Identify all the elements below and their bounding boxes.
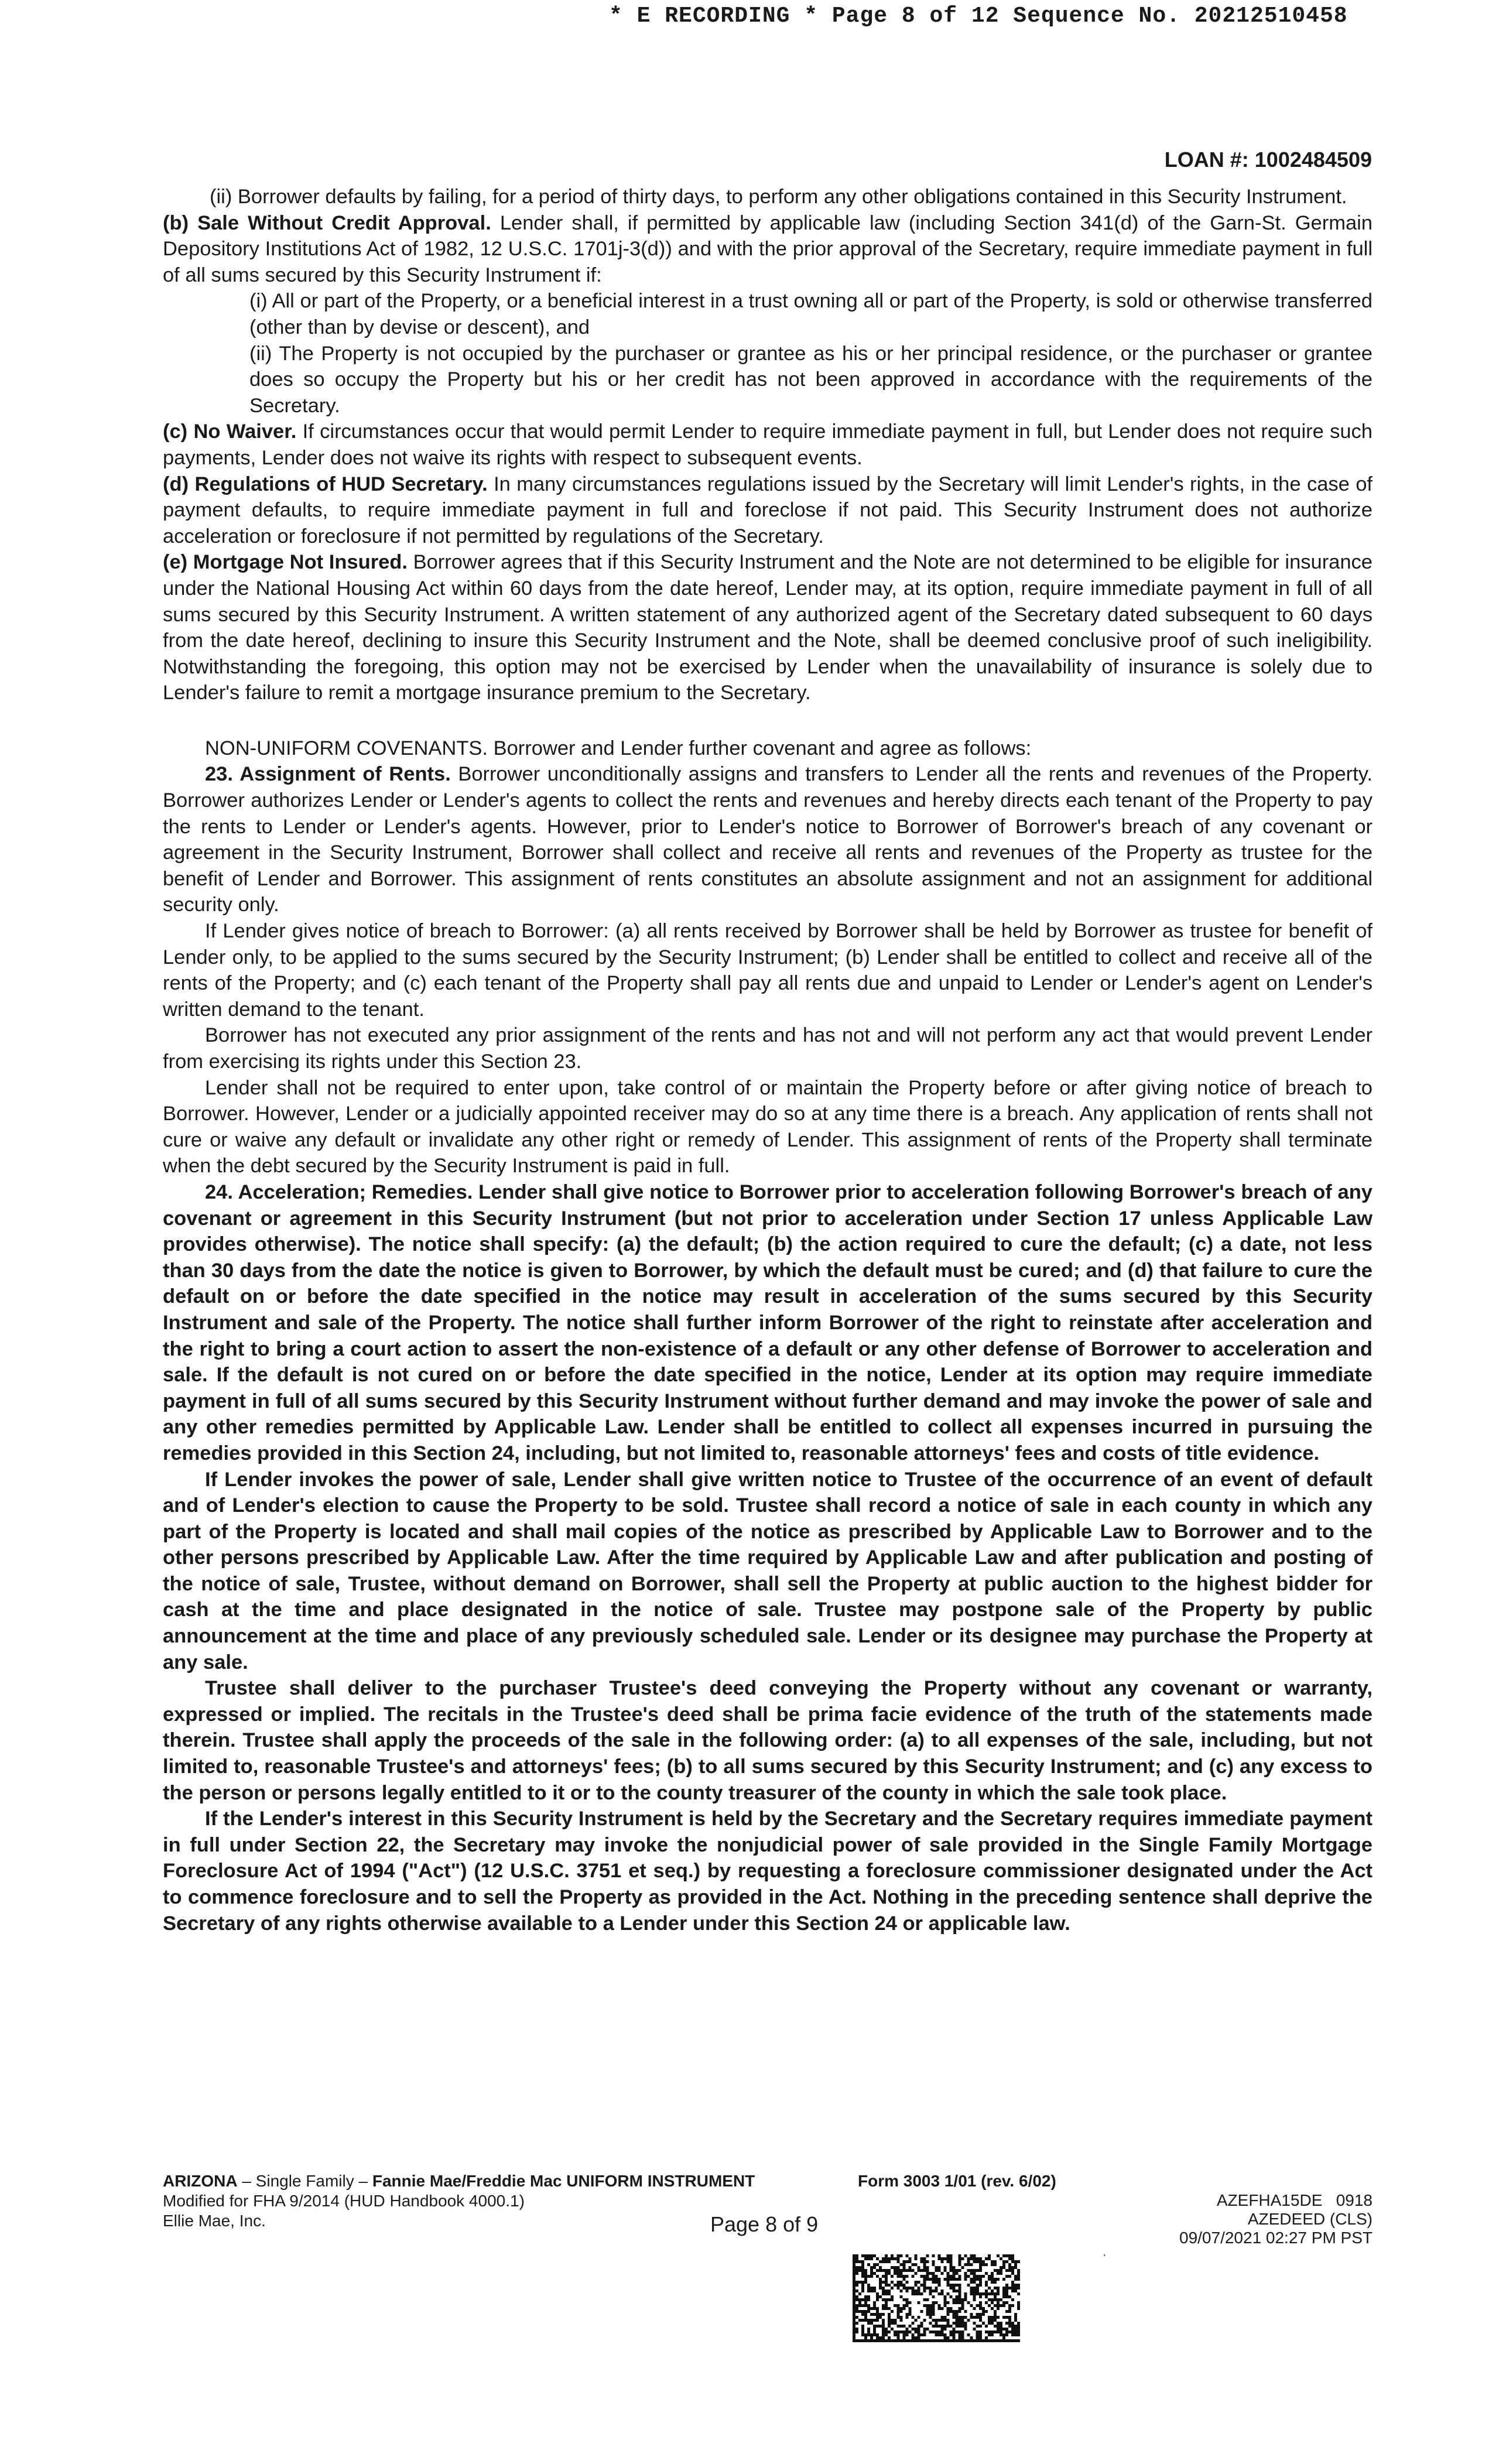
recording-stamp: * E RECORDING * Page 8 of 12 Sequence No. 20212510458: [609, 4, 1348, 29]
footer-code-1: AZEFHA15DE 0918: [1216, 2191, 1373, 2209]
barcode-2d: [853, 2254, 1020, 2342]
paragraph-ii-not-occupied: (ii) The Property is not occupied by the purchaser or grantee as his or her principal residence, or the purchaser or grantee does so occupy the Property but his or her credit has not been approved in accordance with the requirements of the Secretary.: [249, 342, 1373, 417]
paragraph-secretary-foreclosure: If the Lender's interest in this Security Instrument is held by the Secretary and the Secretary requires immediate payment in full under Section 22, the Secretary may invoke the nonjudicial power of sale provided in the Single Family Mortgage Foreclosure Act of 1994 ("Act") (12 U.S.C. 3751 et seq.) by requesting a foreclosure commissioner designated under the Act to commence foreclosure and to sell the Property as provided in the Act. Nothing in the preceding sentence shall deprive the Secretary of any rights otherwise available to a Lender under this Section 24 or applicable law.: [163, 1808, 1373, 1935]
paragraph-b-sale-without-credit: [163, 210, 1373, 289]
footer-instrument: Fannie Mae/Freddie Mac UNIFORM INSTRUMENT: [372, 2172, 755, 2190]
footer-datetime: 09/07/2021 02:27 PM PST: [1179, 2229, 1373, 2247]
footer-form-info: [163, 2171, 755, 2231]
paragraph-prior-assignment: Borrower has not executed any prior assignment of the rents and has not and will not perform any act that would prevent Lender from exercising its rights under this Section 23.: [163, 1024, 1373, 1073]
footer-company: Ellie Mae, Inc.: [163, 2212, 266, 2230]
text-hud-regulations: In many circumstances regulations issued by the Secretary will limit Lender's rights, in the case of payment defaults, to require immediate payment in full and foreclose if not paid. This Security Instrument does not authorize acceleration or foreclosure if not permitted by regulations of the Secretary.: [163, 473, 1373, 547]
paragraph-trustee-deed: Trustee shall deliver to the purchaser Trustee's deed conveying the Property without any covenant or warranty, expressed or implied. The recitals in the Trustee's deed shall be prima facie evidence of the truth of the statements made therein. Trustee shall apply the proceeds of the sale in the following order: (a) to all expenses of the sale, including, but not limited to, reasonable Trustee's and attorneys' fees; (b) to all sums secured by this Security Instrument; and (c) any excess to the person or persons legally entitled to it or to the county treasurer of the county in which the sale took place.: [163, 1677, 1373, 1804]
footer-form-number: Form 3003 1/01 (rev. 6/02): [858, 2172, 1056, 2190]
paragraph-e-mortgage-not-insured: [163, 549, 1373, 706]
paragraph-non-uniform-covenants: NON-UNIFORM COVENANTS. Borrower and Lender further covenant and agree as follows:: [205, 737, 1032, 759]
loan-number: LOAN #: 1002484509: [1164, 148, 1372, 172]
paragraph-c-no-waiver: [163, 419, 1373, 471]
footer-page-number: Page 8 of 9: [710, 2212, 819, 2236]
paragraph-notice-of-breach: If Lender gives notice of breach to Borrower: (a) all rents received by Borrower shall be held by Borrower as trustee for benefit of Lender only, to be applied to the sums secured by the Security Instrument; (b) Lender shall be entitled to collect and receive all of the rents of the Property; and (c) each tenant of the Property shall pay all rents due and unpaid to Lender or Lender's agent on Lender's written demand to the tenant.: [163, 920, 1373, 1021]
paragraph-lender-control: Lender shall not be required to enter upon, take control of or maintain the Property before or after giving notice of breach to Borrower. However, Lender or a judicially appointed receiver may do so at any time there is a breach. Any application of rents shall not cure or waive any default or invalidate any other right or remedy of Lender. This assignment of rents of the Property shall terminate when the debt secured by the Security Instrument is paid in full.: [163, 1076, 1373, 1178]
paragraph-24-acceleration-remedies: 24. Acceleration; Remedies. Lender shall give notice to Borrower prior to acceleration following Borrower's breach of any covenant or agreement in this Security Instrument (but not prior to acceleration under Section 17 unless Applicable Law provides otherwise). The notice shall specify: (a) the default; (b) the action required to cure the default; (c) a date, not less than 30 days from the date the notice is given to Borrower, by which the default must be cured; and (d) that failure to cure the default on or before the date specified in the notice may result in acceleration of the sums secured by this Security Instrument and sale of the Property. The notice shall further inform Borrower of the right to reinstate after acceleration and the right to bring a court action to assert the non-existence of a default or any other defense of Borrower to acceleration and sale. If the default is not cured on or before the date specified in the notice, Lender at its option may require immediate payment in full of all sums secured by this Security Instrument without further demand and may invoke the power of sale and any other remedies permitted by Applicable Law. Lender shall be entitled to collect all expenses incurred in pursuing the remedies provided in this Section 24, including, but not limited to, reasonable attorneys' fees and costs of title evidence.: [163, 1180, 1373, 1464]
text-assignment-of-rents: Borrower unconditionally assigns and transfers to Lender all the rents and revenues of the Property. Borrower authorizes Lender or Lender's agents to collect the rents and revenues and hereby directs each tenant of the Property to pay the rents to Lender or Lender's agents. However, prior to Lender's notice to Borrower of Borrower's breach of any covenant or agreement in the Security Instrument, Borrower shall collect and receive all rents and revenues of the Property as trustee for the benefit of Lender and Borrower. This assignment of rents constitutes an absolute assignment and not an assignment for additional security only.: [163, 763, 1373, 916]
label-sale-without-credit: (b) Sale Without Credit Approval.: [163, 211, 491, 234]
footer-instrument-line: [163, 2171, 755, 2191]
text-sale-without-credit: Lender shall, if permitted by applicable law (including Section 341(d) of the Garn-St. Germain Depository Institutions Act of 1982, 12 U.S.C. 1701j-3(d)) and with the prior approval of the Secretary, require immediate payment in full of all sums secured by this Security Instrument if:: [163, 211, 1373, 286]
label-mortgage-not-insured: (e) Mortgage Not Insured.: [163, 551, 408, 574]
paragraph-power-of-sale: If Lender invokes the power of sale, Lender shall give written notice to Trustee of the occurrence of an event of default and of Lender's election to cause the Property to be sold. Trustee shall record a notice of sale in each county in which any part of the Property is located and shall mail copies of the notice as prescribed by Applicable Law to Borrower and to the other persons prescribed by Applicable Law. After the time required by Applicable Law and after publication and posting of the notice of sale, Trustee, without demand on Borrower, shall sell the Property at public auction to the highest bidder for cash at the time and place designated in the notice of sale. Trustee may postpone sale of the Property by public announcement at the time and place of any previously scheduled sale. Lender or its designee may purchase the Property at any sale.: [163, 1468, 1373, 1674]
text-no-waiver: If circumstances occur that would permit Lender to require immediate payment in full, but Lender does not require such payments, Lender does not waive its rights with respect to subsequent events.: [163, 420, 1373, 469]
text-mortgage-not-insured: Borrower agrees that if this Security Instrument and the Note are not determined to be eligible for insurance under the National Housing Act within 60 days from the date hereof, Lender may, at its option, require immediate payment in full of all sums secured by this Security Instrument. A written statement of any authorized agent of the Secretary dated subsequent to 60 days from the date hereof, declining to insure this Security Instrument and the Note, shall be deemed conclusive proof of such ineligibility. Notwithstanding the foregoing, this option may not be exercised by Lender when the unavailability of insurance is solely due to Lender's failure to remit a mortgage insurance premium to the Secretary.: [163, 551, 1373, 704]
footer-state: ARIZONA: [163, 2172, 238, 2190]
paragraph-ii-defaults: (ii) Borrower defaults by failing, for a period of thirty days, to perform any other obligations contained in this Security Instrument.: [210, 186, 1347, 208]
page-footer: [163, 2171, 1373, 2359]
label-hud-regulations: (d) Regulations of HUD Secretary.: [163, 473, 488, 495]
paragraph-d-hud-regulations: [163, 471, 1373, 550]
label-no-waiver: (c) No Waiver.: [163, 420, 297, 443]
document-body: [163, 184, 1373, 1936]
footer-state-rest: – Single Family –: [237, 2172, 372, 2190]
paragraph-23-assignment-of-rents: [163, 761, 1373, 918]
paragraph-i-property-sold: (i) All or part of the Property, or a beneficial interest in a trust owning all or part of the Property, is sold or otherwise transferred (other than by devise or descent), and: [249, 290, 1373, 338]
footer-code-2: AZEDEED (CLS): [1247, 2210, 1373, 2228]
label-assignment-of-rents: 23. Assignment of Rents.: [205, 763, 451, 786]
section-gap: [163, 706, 1373, 735]
footer-codes: [1179, 2191, 1373, 2247]
scan-mark: ·: [1103, 2249, 1107, 2261]
footer-modified: Modified for FHA 9/2014 (HUD Handbook 4000.1): [163, 2192, 525, 2210]
